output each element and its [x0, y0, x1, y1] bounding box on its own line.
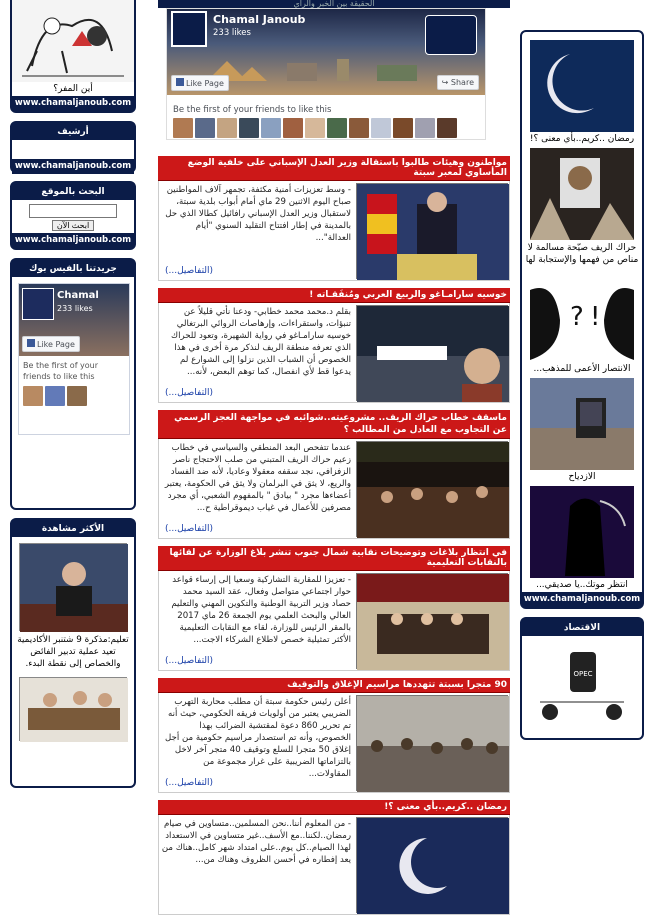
article-image[interactable]: [356, 305, 508, 401]
read-more-link[interactable]: (التفاصيل...): [165, 524, 214, 534]
read-more-link[interactable]: (التفاصيل...): [165, 388, 214, 398]
article-image[interactable]: [356, 695, 508, 791]
article-excerpt: - تعزيزا للمقاربة التشاركية وسعيا إلى إرساء قواعد حوار اجتماعي متواصل وفعال، عقد السيد محمد حصاد وزير التربية الوطنية والتكوين المهني والتعليم العالي والبحث العلمي يوم الجمعة 26 ماي 2017 بالمقر الرئيس للوزارة، لقاء مع النقابات التعليمية الأكثر تمثيلية خصص لاطلاع الشركاء الاجت...: [171, 575, 351, 645]
article-image[interactable]: [356, 817, 508, 913]
opec-label: OPEC: [573, 670, 593, 678]
friend-avatar[interactable]: [217, 118, 237, 138]
article-title[interactable]: خوسيه سارامـاغو والربيع العربي ومُنفَقـاته !: [158, 288, 510, 303]
article-image[interactable]: [356, 573, 508, 669]
article-excerpt: - وسط تعزيزات أمنية مكثفة، تجمهر آلاف المواطنين صباح اليوم الاثنين 29 ماي أمام أبواب بلدية سبتة، لاستقبال وزير العدل الإسباني رافائيل كطالا الذي حل بالمدينة في إطار افتتاح التقليد السنوي "أيام العدالة"...: [165, 185, 351, 243]
cartoon-box: [10, 0, 136, 113]
left-column: [10, 0, 136, 796]
main-column: [158, 0, 510, 922]
fb-page-avatar[interactable]: [22, 288, 54, 320]
the-end-image[interactable]: [530, 378, 634, 470]
site-logo[interactable]: [425, 15, 477, 55]
site-url: www.chamaljanoub.com: [522, 592, 642, 607]
economy-box: [520, 617, 644, 740]
article-excerpt: - من المعلوم أننا..نحن المسلمين..متساوين في صيام رمضان..لكننا..مع الأسف..غير متساوين في الاستعداد لهذا الصيام..كل يوم..على امتداد شهر كامل..هناك من يعد إفطاره في أحسن الظروف وهناك من...: [161, 819, 351, 865]
friend-avatar[interactable]: [415, 118, 435, 138]
fb-page-name[interactable]: Chamal: [57, 290, 99, 301]
top-banner-text: الحقيقة بين الخبر والرأي: [293, 0, 375, 8]
facebook-box-title: جريدتنا بالفيس بوك: [12, 260, 134, 277]
article: [158, 678, 510, 793]
facebook-icon: [176, 78, 184, 86]
cartoons-box: [520, 30, 644, 609]
article-excerpt: بقلم د.محمد محمد خطابي- ودعنا نأتي قليلاً عن تنبؤات، واستقراءات، وإرهاصات الروائي البرتغالي خوسيه سارامـاغو في رواية الشهيرة، وتعود للحراك الذي تعرفه منطقة الريف لنذكر مرة أخرى في هذا الخصوص أن الشباب الذين نزلوا إلى الشوارع لم يدعوا قط لأي انفصال، كما توهم البعض، لأنه...: [171, 307, 351, 377]
fb-like-page-button[interactable]: [22, 336, 80, 352]
fb-likes-count: 233 likes: [57, 304, 93, 313]
question-marks-image[interactable]: [530, 270, 634, 362]
most-viewed-caption[interactable]: تعليم:مذكرة 9 شتنبر الأكاديمية تعيد عملية تدبير الفائض والخصاص إلى نقطة البدء.: [17, 635, 129, 669]
fb-page-widget-main[interactable]: [166, 8, 486, 140]
cartoon-image[interactable]: [12, 0, 134, 82]
cartoon-caption[interactable]: أين المفر؟: [53, 84, 93, 94]
grim-reaper-image[interactable]: [530, 486, 634, 578]
right-column: [520, 0, 644, 748]
fb-share-label: Share: [450, 78, 474, 87]
article-title[interactable]: رمضان ..كريم..بأي معنى ؟!: [158, 800, 510, 815]
search-button[interactable]: ابحث الآن: [52, 220, 94, 231]
search-input[interactable]: [29, 204, 117, 218]
right-caption[interactable]: رمضان ..كريم..بأي معنى ؟!: [529, 134, 635, 144]
friend-avatar[interactable]: [305, 118, 325, 138]
friend-avatar[interactable]: [173, 118, 193, 138]
article-title[interactable]: 90 متجرا بسبتة تتهددها مراسيم الإغلاق والتوقيف: [158, 678, 510, 693]
right-caption[interactable]: حراك الريف صيّحة مسالمة لا مناص من فهمها والإستجابة لها: [525, 243, 639, 265]
most-viewed-title: الأكثر مشاهدة: [12, 520, 134, 537]
archive-title: أرشيف: [12, 123, 134, 140]
read-more-link[interactable]: (التفاصيل...): [165, 266, 214, 276]
friend-avatar[interactable]: [327, 118, 347, 138]
article-image[interactable]: [356, 183, 508, 279]
search-box: [10, 181, 136, 250]
friend-avatar[interactable]: [393, 118, 413, 138]
facebook-box: [10, 258, 136, 510]
fb-page-avatar[interactable]: [171, 11, 207, 47]
facebook-icon: [27, 339, 35, 347]
fb-like-label: Like Page: [186, 79, 224, 88]
friend-avatar[interactable]: [195, 118, 215, 138]
article: [158, 800, 510, 915]
article-title[interactable]: مواطنون وهيئات طالبوا باستقالة وزير العدل الإسباني على خلفية الوضع المأساوي لمعبر سبتة: [158, 156, 510, 181]
hirak-image[interactable]: [530, 148, 634, 240]
article-image[interactable]: [356, 441, 508, 537]
top-banner: [158, 0, 510, 8]
friend-avatar[interactable]: [283, 118, 303, 138]
right-caption[interactable]: الانتصار الأعمى للمذهب...: [533, 364, 631, 374]
fb-likes-count: 233 likes: [213, 28, 251, 38]
friend-avatar[interactable]: [261, 118, 281, 138]
friend-avatar[interactable]: [239, 118, 259, 138]
read-more-link[interactable]: (التفاصيل...): [165, 656, 214, 666]
fb-like-page-button[interactable]: [171, 75, 229, 91]
share-icon: ↪: [441, 78, 451, 87]
article-excerpt: أعلن رئيس حكومة سبتة أن مطلب محاربة التهرب الضريبي يعتبر من أولويات فريقه الحكومي، حيث أنه تم تحرير 860 دعوة لمقتشية الضرائب بهذا الخصوص، وأنه تم استصدار مراسيم حكومية من أجل إغلاق 50 متجرا للسلع وتوقيف 40 متجر آخر لاخل بالتزاماتها الضريبية على غرار مجموعة من المقاولات...: [165, 697, 351, 779]
article: [158, 546, 510, 671]
most-viewed-image[interactable]: [19, 543, 127, 631]
friend-avatar[interactable]: [349, 118, 369, 138]
fb-friends-text: Be the first of your friends to like this: [23, 361, 99, 381]
fb-page-widget[interactable]: [18, 283, 130, 435]
search-title: البحث بالموقع: [12, 183, 134, 200]
article-excerpt: عندما تتفحص البعد المنطقي والسياسي في خطاب زعيم حراك الريف المتبني من صلب الاحتجاج ناصر الزفزافي، نجد سقفه معقولا وعاديا، لأنه ضد الفساد والريع، لا يثق في البرلمان ولا يثق في الحكومة، يعتبر أعضاءها مجرد " بيادق " بالمفهوم الشعبي، أي مجرد مصرفين للأعمال في غياب ديموقراطية ح...: [164, 443, 351, 513]
friend-avatar[interactable]: [67, 386, 87, 406]
economy-title: الاقتصاد: [522, 619, 642, 636]
fb-friends-list: [167, 118, 485, 138]
friend-avatar[interactable]: [437, 118, 457, 138]
right-caption[interactable]: انتظر موتك..يا صديقي...: [536, 580, 628, 590]
article-title[interactable]: ماسقف خطاب حراك الريف.. مشروعيته..شوائبه في مواجهة العجز الرسمي عن التجاوب مع العادل من المطالب ؟: [158, 410, 510, 439]
site-url: www.chamaljanoub.com: [12, 159, 134, 174]
archive-box: [10, 121, 136, 173]
article-title[interactable]: في انتظار بلاغات وتوضيحات نقابية شمال جنوب تنشر بلاغ الوزارة عن لقائها بالنقابات التعليمية: [158, 546, 510, 571]
fb-like-label: Like Page: [37, 340, 75, 349]
read-more-link[interactable]: (التفاصيل...): [165, 778, 214, 788]
ramadan-image[interactable]: [530, 40, 634, 132]
article: [158, 156, 510, 281]
site-url: www.chamaljanoub.com: [12, 96, 134, 111]
fb-friends-text: Be the first of your friends to like this: [173, 105, 332, 115]
site-url: www.chamaljanoub.com: [12, 233, 134, 248]
most-viewed-image-2[interactable]: [19, 677, 127, 741]
fb-page-name[interactable]: Chamal Janoub: [213, 13, 306, 26]
fb-share-button[interactable]: [437, 75, 479, 90]
article: [158, 410, 510, 539]
friend-avatar[interactable]: [371, 118, 391, 138]
friend-avatar[interactable]: [23, 386, 43, 406]
friend-avatar[interactable]: [45, 386, 65, 406]
right-caption[interactable]: الازدياح: [568, 472, 596, 482]
svg-text:?: ?: [570, 302, 584, 332]
article: [158, 288, 510, 403]
svg-text:!: !: [590, 302, 601, 332]
opec-image[interactable]: [530, 642, 634, 732]
most-viewed-box: [10, 518, 136, 788]
